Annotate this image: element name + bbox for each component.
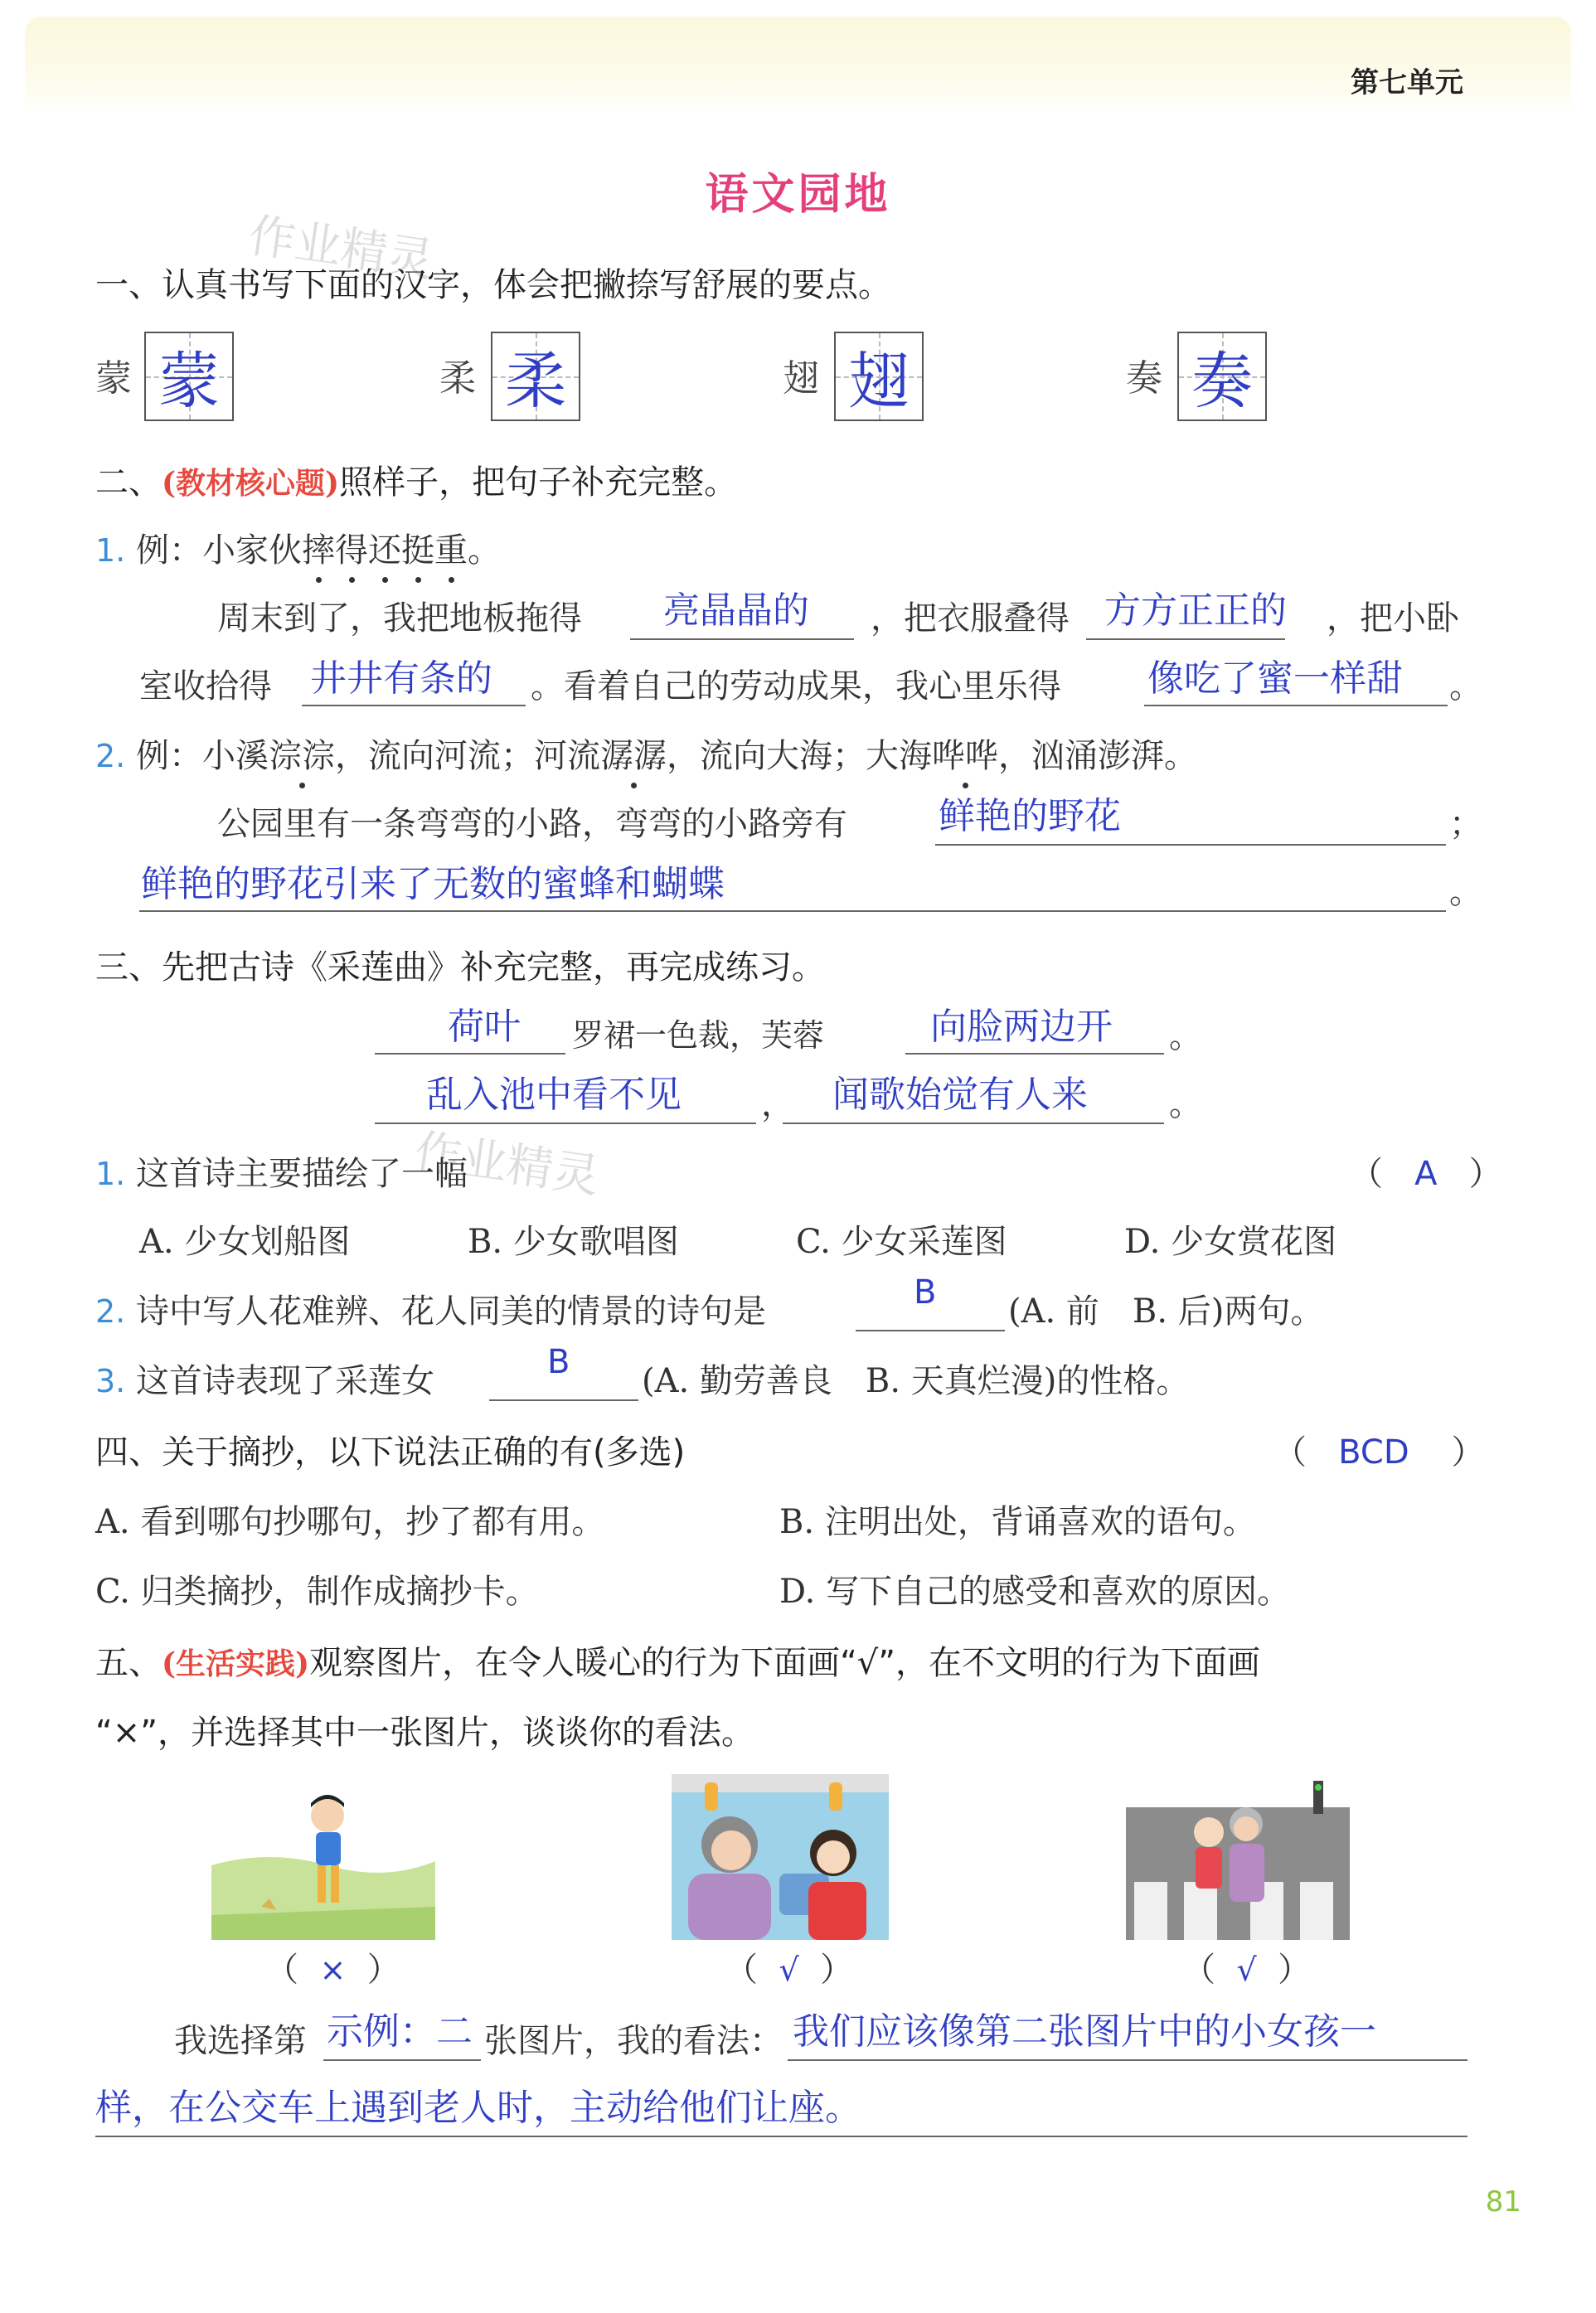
dotted-char: 得 (335, 524, 368, 571)
picture-boy-littering[interactable] (211, 1774, 435, 1940)
poem-answer[interactable]: 乱入池中看不见 (426, 1074, 682, 1116)
q1-line1-c: ，把小卧 (1327, 599, 1459, 638)
section-1-heading: 一、认真书写下面的汉字，体会把撇捺写舒展的要点。 (95, 266, 891, 304)
answer-text[interactable]: 鲜艳的野花引来了无数的蜜蜂和蝴蝶 (141, 863, 725, 905)
section-prefix: 五、 (95, 1644, 162, 1682)
q1-line1-b: ，把衣服叠得 (871, 599, 1070, 638)
choice-answer[interactable]: 示例：二 (327, 2010, 473, 2053)
question-text: 诗中写人花难辨、花人同美的情景的诗句是 (135, 1292, 766, 1331)
option: A. 看到哪句抄哪句，抄了都有用。 (95, 1503, 605, 1541)
section-2-heading (95, 456, 737, 503)
question-text: 这首诗主要描绘了一幅 (135, 1155, 468, 1193)
answer-line (375, 1123, 756, 1124)
choice-mid: 张图片，我的看法： (484, 2022, 783, 2060)
dotted-char: 重 (434, 524, 468, 571)
poem-text: 罗裙一色裁，芙蓉 (572, 1017, 825, 1054)
mark-answer: √ (1236, 1952, 1257, 1988)
q2-example (95, 730, 1197, 777)
char-answer: 蒙 (158, 346, 220, 417)
q1-line2-b: 。看着自己的劳动成果，我心里乐得 (531, 667, 1061, 706)
section-heading-text: 照样子，把句子补充完整。 (339, 463, 738, 502)
section-tag: (生活实践) (162, 1646, 310, 1681)
watermark: 作业精灵 (410, 1124, 603, 1205)
char-prompt: 柔 (439, 357, 476, 400)
answer-text[interactable]: B (547, 1343, 570, 1381)
answer-text: A (1414, 1155, 1438, 1193)
char-grid[interactable] (491, 332, 580, 421)
char-grid[interactable] (144, 332, 234, 421)
section-3-heading: 三、先把古诗《采莲曲》补充完整，再完成练习。 (95, 948, 825, 987)
answer-line (302, 705, 526, 706)
char-grid[interactable] (834, 332, 924, 421)
char-answer: 翅 (848, 346, 910, 417)
opinion-answer[interactable]: 样，在公交车上遇到老人时，主动给他们让座。 (95, 2087, 861, 2129)
answer-line (95, 2136, 1467, 2137)
dotted-char: 摔 (302, 524, 335, 571)
mark-answer: √ (779, 1952, 799, 1988)
char-answer: 柔 (505, 346, 566, 417)
example-text: ，流向河流；河流 (334, 737, 600, 775)
section-5-heading (95, 1637, 1260, 1684)
punct: 。 (1169, 1085, 1202, 1123)
mark-answer: × (319, 1952, 347, 1988)
dotted-word: 潺潺 (600, 730, 667, 777)
dotted-char: 挺 (401, 524, 434, 571)
answer-line (630, 638, 854, 640)
char-answer: 奏 (1191, 346, 1253, 417)
dotted-char: 还 (368, 524, 401, 571)
poem-answer[interactable]: 向脸两边开 (930, 1006, 1113, 1048)
example-text: ，汹涌澎湃。 (997, 737, 1197, 775)
answer-line (1086, 638, 1285, 640)
question-tail: (A. 勤劳善良 B. 天真烂漫)的性格。 (642, 1362, 1190, 1400)
answer-text: BCD (1338, 1433, 1409, 1472)
answer-text[interactable]: 方方正正的 (1104, 589, 1287, 632)
option: C. 少女采莲图 (796, 1223, 1007, 1261)
example-text: 例：小家伙 (135, 531, 302, 570)
question-number: 2. (95, 738, 126, 774)
char-prompt: 奏 (1126, 357, 1162, 400)
section-prefix: 二、 (95, 463, 162, 502)
mark-bracket[interactable]: （ √ ） (1182, 1951, 1312, 1989)
question-number: 1. (95, 532, 126, 569)
answer-line (323, 2059, 481, 2061)
answer-bracket[interactable]: （ BCD ） (1273, 1433, 1485, 1472)
option: D. 写下自己的感受和喜欢的原因。 (779, 1573, 1291, 1611)
answer-line (1144, 705, 1448, 706)
question-number: 1. (95, 1156, 126, 1192)
answer-line (489, 1399, 638, 1401)
answer-line (788, 2059, 1467, 2061)
section-4-heading: 四、关于摘抄，以下说法正确的有(多选) (95, 1433, 686, 1472)
option: A. 少女划船图 (139, 1223, 351, 1261)
answer-text[interactable]: 亮晶晶的 (663, 589, 809, 632)
mark-bracket[interactable]: （ √ ） (725, 1951, 854, 1989)
picture-girl-gives-seat[interactable] (672, 1774, 889, 1940)
answer-text[interactable]: 鲜艳的野花 (939, 795, 1121, 837)
question-number: 2. (95, 1293, 126, 1330)
example-text: 例：小溪 (135, 737, 269, 775)
s3-q2 (95, 1285, 766, 1332)
q1-line2-a: 室收拾得 (139, 667, 272, 706)
char-prompt: 翅 (783, 357, 819, 400)
answer-line (935, 844, 1446, 846)
section-tag: (教材核心题) (162, 466, 340, 501)
answer-line (375, 1053, 565, 1055)
watermark: 作业精灵 (245, 208, 437, 289)
answer-bracket[interactable]: （ A ） (1350, 1155, 1502, 1193)
answer-line (856, 1330, 1005, 1331)
poem-answer[interactable]: 荷叶 (448, 1006, 521, 1048)
char-prompt: 蒙 (95, 357, 132, 400)
answer-text[interactable]: B (914, 1273, 937, 1312)
punct: ， (761, 1085, 794, 1123)
mark-bracket[interactable]: （ × ） (265, 1951, 400, 1989)
option: D. 少女赏花图 (1124, 1223, 1337, 1261)
punct: 。 (1449, 873, 1482, 911)
picture-girl-helps-elder-cross[interactable] (1126, 1774, 1350, 1940)
answer-line (905, 1053, 1164, 1055)
answer-text[interactable]: 像吃了蜜一样甜 (1147, 657, 1403, 700)
header-band (25, 17, 1571, 116)
question-number: 3. (95, 1363, 126, 1399)
s3-q1 (95, 1147, 468, 1195)
section-5-heading-cont: “×”，并选择其中一张图片，谈谈你的看法。 (95, 1714, 754, 1752)
question-tail: (A. 前 B. 后)两句。 (1008, 1292, 1324, 1331)
choice-prefix: 我选择第 (174, 2022, 307, 2060)
s3-q3 (95, 1355, 434, 1402)
punct: 。 (1169, 1017, 1202, 1055)
unit-label: 第七单元 (1351, 66, 1463, 99)
example-text: 。 (467, 531, 501, 570)
q1-line2-c: 。 (1449, 667, 1482, 706)
section-heading-text: 观察图片，在令人暖心的行为下面画“√”，在不文明的行为下面画 (309, 1644, 1261, 1682)
answer-line (139, 910, 1446, 912)
dotted-word: 淙淙 (269, 730, 335, 777)
q1-example (95, 524, 501, 571)
option: B. 注明出处，背诵喜欢的语句。 (779, 1503, 1256, 1541)
opinion-answer[interactable]: 我们应该像第二张图片中的小女孩一 (793, 2010, 1376, 2053)
q1-line1-a: 周末到了，我把地板拖得 (217, 599, 582, 638)
answer-text[interactable]: 井井有条的 (310, 657, 492, 700)
question-text: 这首诗表现了采莲女 (135, 1362, 434, 1400)
dotted-word: 哗哗 (932, 730, 998, 777)
char-grid[interactable] (1177, 332, 1267, 421)
example-text: ，流向大海；大海 (666, 737, 932, 775)
q2-line1: 公园里有一条弯弯的小路，弯弯的小路旁有 (217, 805, 847, 843)
page-number: 81 (1485, 2185, 1521, 2218)
option: C. 归类摘抄，制作成摘抄卡。 (95, 1573, 539, 1611)
punct: ； (1449, 805, 1482, 843)
poem-answer[interactable]: 闻歌始觉有人来 (832, 1074, 1088, 1116)
answer-line (783, 1123, 1164, 1124)
option: B. 少女歌唱图 (468, 1223, 679, 1261)
page-title: 语文园地 (705, 170, 891, 220)
